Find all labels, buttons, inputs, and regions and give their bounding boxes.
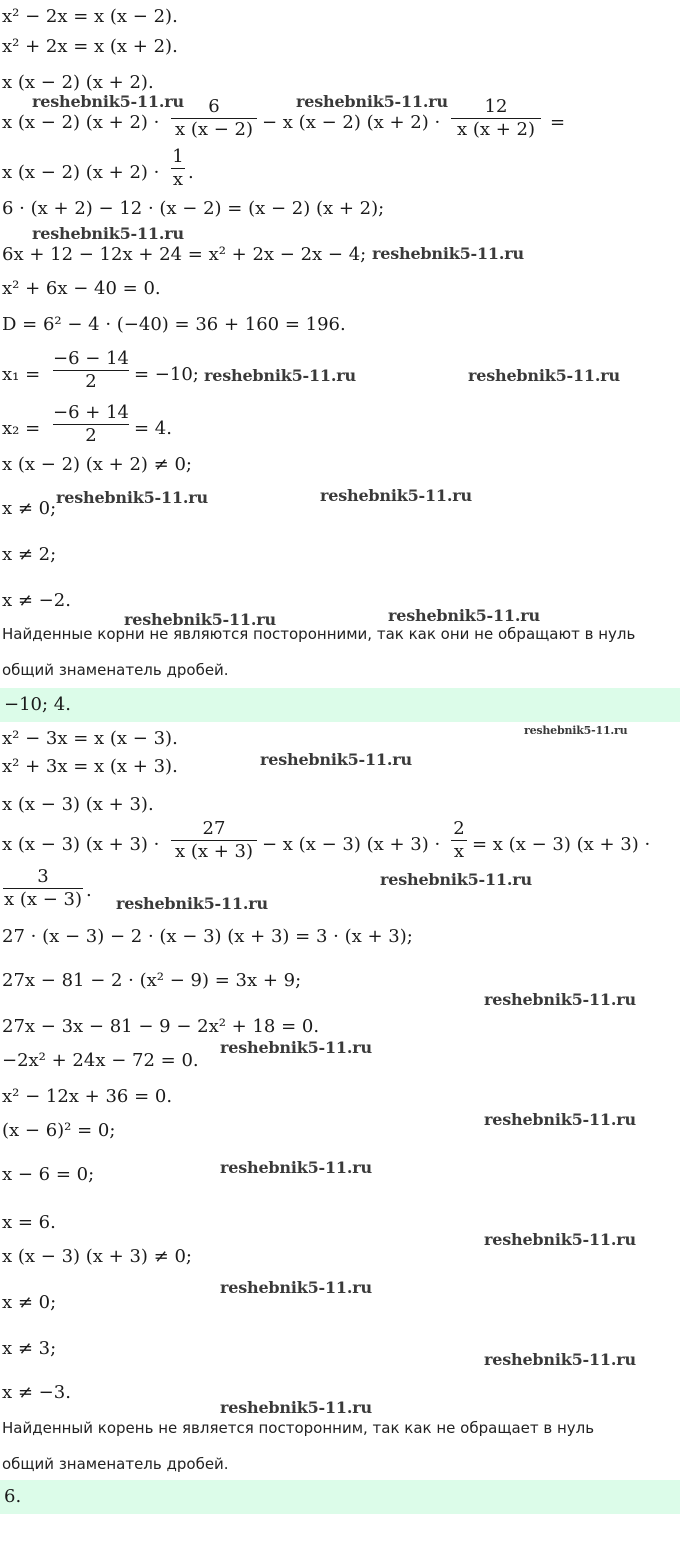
- fraction: [2, 866, 84, 911]
- fraction-numerator: −6 − 14: [53, 348, 129, 369]
- period: .: [188, 162, 194, 183]
- equation-line: x (x − 2) (x + 2).: [2, 72, 154, 93]
- equation-line: (x − 6)² = 0;: [2, 1120, 116, 1141]
- equation-line: 27x − 81 − 2 · (x² − 9) = 3x + 9;: [2, 970, 302, 991]
- watermark: reshebnik5-11.ru: [372, 244, 524, 263]
- equation-line: x (x − 3) (x + 3).: [2, 794, 154, 815]
- fraction-denominator: x (x + 3): [174, 841, 254, 862]
- equation-line: x² − 2x = x (x − 2).: [2, 6, 178, 27]
- note-text: Найденный корень не является посторонним, так как не обращает в нуль: [2, 1419, 595, 1437]
- watermark: reshebnik5-11.ru: [220, 1038, 372, 1057]
- equation-line: x₂ =: [2, 418, 41, 439]
- fraction: [170, 818, 258, 863]
- fraction-numerator: −6 + 14: [53, 402, 129, 423]
- watermark: reshebnik5-11.ru: [468, 366, 620, 385]
- answer-box: [0, 688, 680, 722]
- equation-line: x (x − 2) (x + 2) ·: [2, 162, 160, 183]
- equation-line: 6x + 12 − 12x + 24 = x² + 2x − 2x − 4;: [2, 244, 367, 265]
- fraction: [450, 818, 468, 863]
- watermark: reshebnik5-11.ru: [388, 606, 540, 625]
- fraction: [170, 146, 186, 191]
- watermark: reshebnik5-11.ru: [124, 610, 276, 629]
- note-text: общий знаменатель дробей.: [2, 661, 229, 679]
- equation-line: x = 6.: [2, 1212, 56, 1233]
- watermark: reshebnik5-11.ru: [380, 870, 532, 889]
- watermark: reshebnik5-11.ru: [220, 1278, 372, 1297]
- fraction: [52, 348, 130, 393]
- watermark: reshebnik5-11.ru: [484, 1350, 636, 1369]
- watermark: reshebnik5-11.ru: [484, 990, 636, 1009]
- watermark: reshebnik5-11.ru: [320, 486, 472, 505]
- watermark: reshebnik5-11.ru: [204, 366, 356, 385]
- equation-line: x² + 3x = x (x + 3).: [2, 756, 178, 777]
- equation-line: 6 · (x + 2) − 12 · (x − 2) = (x − 2) (x + 2);: [2, 198, 385, 219]
- equation-line: x² + 2x = x (x + 2).: [2, 36, 178, 57]
- equation-line: x (x − 2) (x + 2) ≠ 0;: [2, 454, 192, 475]
- equation-line: x ≠ −3.: [2, 1382, 71, 1403]
- fraction-numerator: 12: [484, 96, 508, 117]
- watermark: reshebnik5-11.ru: [32, 92, 184, 111]
- fraction-denominator: 2: [85, 371, 97, 392]
- watermark: reshebnik5-11.ru: [484, 1230, 636, 1249]
- watermark: reshebnik5-11.ru: [296, 92, 448, 111]
- equation-line: x² − 3x = x (x − 3).: [2, 728, 178, 749]
- fraction-numerator: 1: [172, 146, 184, 167]
- equation-line: x ≠ 3;: [2, 1338, 57, 1359]
- equation-line: x − 6 = 0;: [2, 1164, 95, 1185]
- watermark: reshebnik5-11.ru: [260, 750, 412, 769]
- note-text: общий знаменатель дробей.: [2, 1455, 229, 1473]
- equation-line: = −10;: [134, 364, 199, 385]
- watermark: reshebnik5-11.ru: [220, 1158, 372, 1177]
- fraction-denominator: x (x − 3): [3, 889, 83, 910]
- equation-line: x ≠ 2;: [2, 544, 57, 565]
- equation-line: x² + 6x − 40 = 0.: [2, 278, 161, 299]
- fraction-numerator: 27: [202, 818, 226, 839]
- equation-line: x (x − 2) (x + 2) ·: [2, 112, 160, 133]
- equation-line: x (x − 3) (x + 3) ≠ 0;: [2, 1246, 192, 1267]
- equation-line: x (x − 3) (x + 3) ·: [2, 834, 160, 855]
- equation-line: −2x² + 24x − 72 = 0.: [2, 1050, 199, 1071]
- answer-value: 6.: [4, 1486, 22, 1507]
- equation-line: 27 · (x − 3) − 2 · (x − 3) (x + 3) = 3 · (x + 3);: [2, 926, 413, 947]
- note-text: Найденные корни не являются посторонними, так как они не обращают в нуль: [2, 625, 636, 643]
- equation-line: x² − 12x + 36 = 0.: [2, 1086, 173, 1107]
- equation-line: x ≠ −2.: [2, 590, 71, 611]
- equals-sign: =: [550, 112, 566, 133]
- fraction: [52, 402, 130, 447]
- equation-line: − x (x − 3) (x + 3) ·: [262, 834, 441, 855]
- equation-line: = 4.: [134, 418, 172, 439]
- answer-box: [0, 1480, 680, 1514]
- equation-line: D = 6² − 4 · (−40) = 36 + 160 = 196.: [2, 314, 346, 335]
- watermark: reshebnik5-11.ru: [484, 1110, 636, 1129]
- watermark: reshebnik5-11.ru: [220, 1398, 372, 1417]
- fraction-denominator: x (x − 2): [174, 119, 254, 140]
- fraction-numerator: 3: [37, 866, 49, 887]
- watermark: reshebnik5-11.ru: [524, 724, 628, 737]
- equation-line: x ≠ 0;: [2, 1292, 57, 1313]
- period: .: [86, 880, 92, 901]
- fraction-denominator: x (x + 2): [456, 119, 536, 140]
- equation-line: − x (x − 2) (x + 2) ·: [262, 112, 441, 133]
- equation-line: x₁ =: [2, 364, 41, 385]
- fraction-numerator: 6: [208, 96, 220, 117]
- equation-line: x ≠ 0;: [2, 498, 57, 519]
- watermark: reshebnik5-11.ru: [32, 224, 184, 243]
- watermark: reshebnik5-11.ru: [56, 488, 208, 507]
- equation-line: = x (x − 3) (x + 3) ·: [472, 834, 651, 855]
- fraction-numerator: 2: [453, 818, 465, 839]
- watermark: reshebnik5-11.ru: [116, 894, 268, 913]
- fraction: [450, 96, 542, 141]
- fraction-denominator: x: [172, 169, 184, 190]
- fraction-denominator: 2: [85, 425, 97, 446]
- fraction-denominator: x: [453, 841, 465, 862]
- equation-line: 27x − 3x − 81 − 9 − 2x² + 18 = 0.: [2, 1016, 320, 1037]
- answer-value: −10; 4.: [4, 694, 71, 715]
